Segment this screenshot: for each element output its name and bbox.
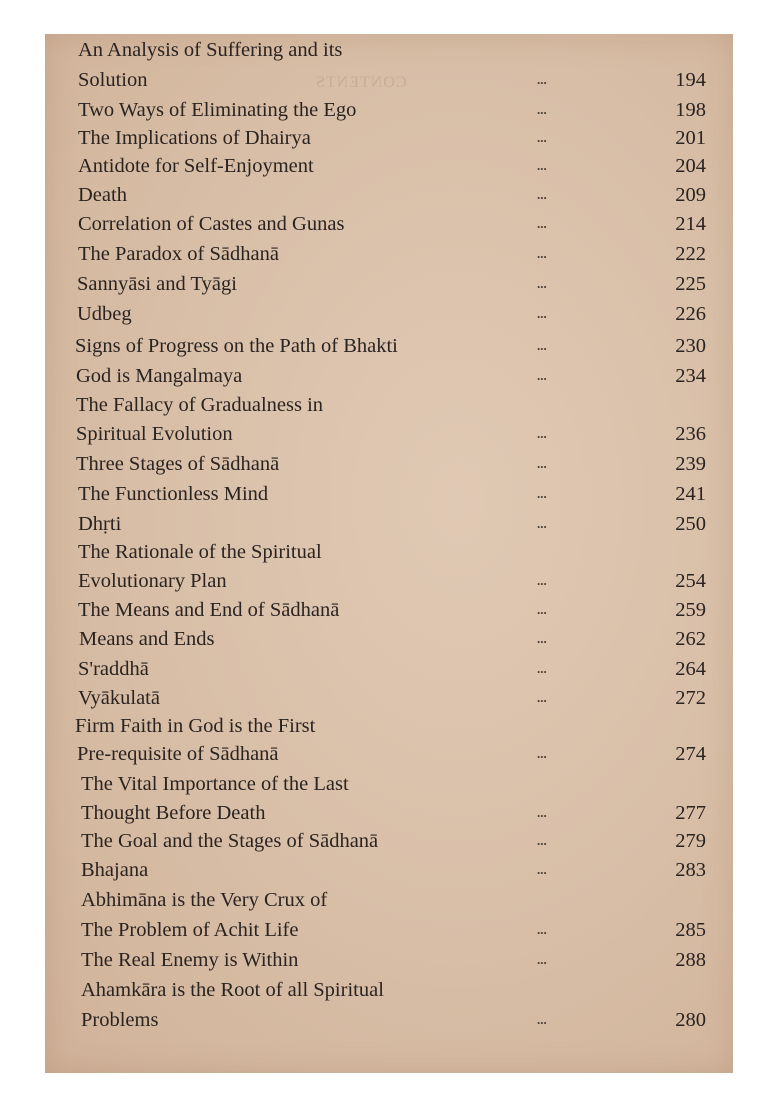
toc-entry-title: Spiritual Evolution (76, 423, 233, 445)
toc-entry (45, 152, 733, 180)
toc-page-number: 285 (675, 919, 706, 941)
toc-page-number: 201 (675, 127, 706, 149)
toc-page-number: 264 (675, 658, 706, 680)
toc-leader-dots: ... (537, 187, 547, 202)
toc-leader-dots: ... (537, 922, 547, 937)
toc-entry-title: The Rationale of the Spiritual (78, 541, 322, 563)
toc-page-number: 222 (675, 243, 706, 265)
toc-entry-continued (45, 712, 733, 740)
toc-entry-title: The Paradox of Sādhanā (78, 243, 279, 265)
toc-entry (45, 362, 733, 390)
toc-entry-title: Antidote for Self-Enjoyment (78, 155, 314, 177)
toc-page-number: 234 (675, 365, 706, 387)
toc-entry (45, 300, 733, 328)
toc-entry-title: The Implications of Dhairya (78, 127, 311, 149)
toc-entry-title: Pre-requisite of Sādhanā (77, 743, 279, 765)
toc-page-number: 236 (675, 423, 706, 445)
toc-entry-continued (45, 391, 733, 419)
toc-entry (45, 684, 733, 712)
toc-entry-title: S'raddhā (78, 658, 149, 680)
toc-entry-title: An Analysis of Suffering and its (78, 39, 343, 61)
toc-page-number: 226 (675, 303, 706, 325)
toc-leader-dots: ... (537, 602, 547, 617)
toc-entry (45, 450, 733, 478)
toc-leader-dots: ... (537, 306, 547, 321)
toc-entry (45, 916, 733, 944)
toc-page-number: 204 (675, 155, 706, 177)
toc-entry (45, 210, 733, 238)
toc-entry (45, 827, 733, 855)
toc-entry-title: Thought Before Death (81, 802, 266, 824)
toc-entry (45, 96, 733, 124)
toc-entry-title: Dhṛti (78, 513, 122, 535)
toc-entry (45, 510, 733, 538)
toc-leader-dots: ... (537, 338, 547, 353)
toc-leader-dots: ... (537, 456, 547, 471)
toc-entry-title: Problems (81, 1009, 159, 1031)
toc-page-number: 283 (675, 859, 706, 881)
toc-entry-continued (45, 976, 733, 1004)
toc-entry-title: The Means and End of Sādhanā (78, 599, 340, 621)
toc-entry-title: Evolutionary Plan (78, 570, 227, 592)
toc-entry-title: Means and Ends (79, 628, 215, 650)
toc-leader-dots: ... (537, 368, 547, 383)
toc-leader-dots: ... (537, 690, 547, 705)
toc-entry (45, 567, 733, 595)
toc-page-number: 214 (675, 213, 706, 235)
toc-entry-title: Solution (78, 69, 148, 91)
toc-leader-dots: ... (537, 102, 547, 117)
toc-leader-dots: ... (537, 862, 547, 877)
toc-page-number: 194 (675, 69, 706, 91)
toc-leader-dots: ... (537, 1012, 547, 1027)
toc-page-number: 241 (675, 483, 706, 505)
toc-leader-dots: ... (537, 516, 547, 531)
toc-page-number: 277 (675, 802, 706, 824)
toc-leader-dots: ... (537, 158, 547, 173)
toc-entry-title: Udbeg (77, 303, 132, 325)
toc-entry (45, 66, 733, 94)
toc-entry (45, 625, 733, 653)
toc-page-number: 259 (675, 599, 706, 621)
toc-entry-title: The Vital Importance of the Last (81, 773, 349, 795)
toc-entry (45, 240, 733, 268)
toc-leader-dots: ... (537, 573, 547, 588)
toc-leader-dots: ... (537, 746, 547, 761)
toc-entry-title: God is Mangalmaya (76, 365, 243, 387)
toc-leader-dots: ... (537, 216, 547, 231)
toc-entry-title: Vyākulatā (78, 687, 160, 709)
toc-entry-title: Sannyāsi and Tyāgi (77, 273, 237, 295)
toc-leader-dots: ... (537, 426, 547, 441)
toc-entry (45, 181, 733, 209)
toc-leader-dots: ... (537, 130, 547, 145)
toc-entry-title: The Functionless Mind (78, 483, 269, 505)
toc-entry-continued (45, 886, 733, 914)
toc-entry-title: Bhajana (81, 859, 149, 881)
toc-page-number: 230 (675, 335, 706, 357)
toc-leader-dots: ... (537, 246, 547, 261)
toc-entry (45, 856, 733, 884)
toc-leader-dots: ... (537, 276, 547, 291)
toc-entry-title: The Real Enemy is Within (81, 949, 299, 971)
toc-entry-continued (45, 36, 733, 64)
toc-page-number: 274 (675, 743, 706, 765)
toc-leader-dots: ... (537, 661, 547, 676)
toc-page-number: 239 (675, 453, 706, 475)
toc-entry-continued (45, 538, 733, 566)
toc-page-number: 198 (675, 99, 706, 121)
toc-leader-dots: ... (537, 631, 547, 646)
toc-page-number: 280 (675, 1009, 706, 1031)
toc-entry (45, 740, 733, 768)
toc-entry (45, 420, 733, 448)
toc-entry-title: Correlation of Castes and Gunas (78, 213, 345, 235)
toc-entry-title: Death (78, 184, 127, 206)
toc-entry (45, 124, 733, 152)
toc-leader-dots: ... (537, 72, 547, 87)
toc-entry (45, 480, 733, 508)
toc-page-number: 288 (675, 949, 706, 971)
toc-page-number: 225 (675, 273, 706, 295)
toc-entry-title: Firm Faith in God is the First (75, 715, 316, 737)
toc-entry (45, 655, 733, 683)
toc-entry (45, 596, 733, 624)
toc-leader-dots: ... (537, 486, 547, 501)
toc-leader-dots: ... (537, 805, 547, 820)
toc-page-number: 279 (675, 830, 706, 852)
bleed-through-heading: CONTENTS (315, 74, 407, 91)
toc-entry (45, 1006, 733, 1034)
toc-entry-title: Ahamkāra is the Root of all Spiritual (81, 979, 384, 1001)
scanned-page (45, 34, 733, 1073)
toc-entry (45, 799, 733, 827)
toc-entry-continued (45, 770, 733, 798)
toc-page-number: 254 (675, 570, 706, 592)
toc-entry-title: The Fallacy of Gradualness in (76, 394, 324, 416)
toc-entry (45, 270, 733, 298)
toc-page-number: 250 (675, 513, 706, 535)
toc-entry-title: Abhimāna is the Very Crux of (81, 889, 328, 911)
toc-leader-dots: ... (537, 952, 547, 967)
toc-entry (45, 946, 733, 974)
toc-page-number: 262 (675, 628, 706, 650)
toc-entry-title: Signs of Progress on the Path of Bhakti (75, 335, 398, 357)
toc-page-number: 272 (675, 687, 706, 709)
toc-page-number: 209 (675, 184, 706, 206)
toc-entry-title: The Goal and the Stages of Sādhanā (81, 830, 379, 852)
toc-entry-title: The Problem of Achit Life (81, 919, 299, 941)
toc-leader-dots: ... (537, 833, 547, 848)
toc-entry (45, 332, 733, 360)
toc-entry-title: Two Ways of Eliminating the Ego (78, 99, 357, 121)
toc-entry-title: Three Stages of Sādhanā (76, 453, 280, 475)
